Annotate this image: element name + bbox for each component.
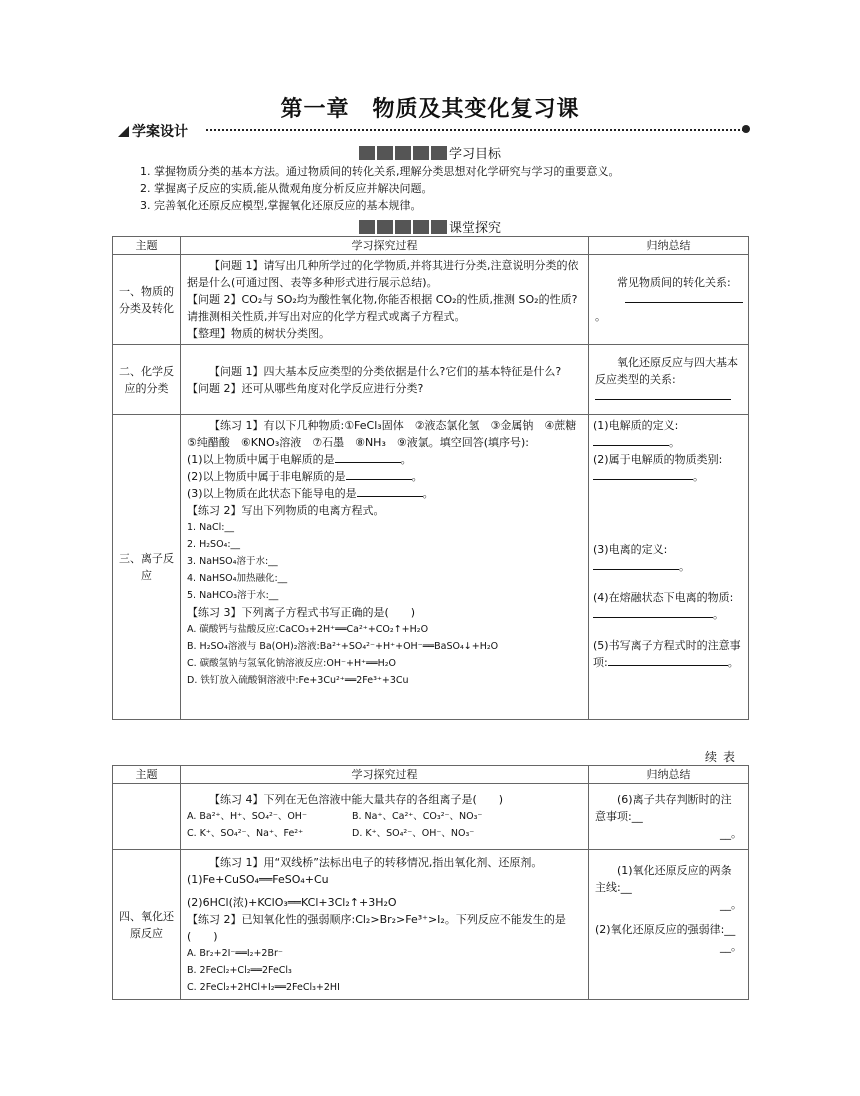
answer-blank[interactable] [346,479,412,480]
table-row [113,255,749,345]
row-topic: 三、离子反应 [113,415,181,720]
table-row [113,850,749,1000]
row-topic [113,784,181,850]
triangle-icon [118,126,129,137]
row-process: 【问题 1】请写出几种所学过的化学物质,并将其进行分类,注意说明分类的依据是什么(可通过图、表等多种形式进行展示总结)。 【问题 2】CO₂与 SO₂均为酸性氧化物,你能否根据 CO₂的性质,推测 SO₂的性质?请推测相关性质,并写出对应的化学方程式或离子方程式。 【整理】物质的树状分类图。 [181,255,589,345]
row-summary: (1)氧化还原反应的两条主线:__ __。 (2)氧化还原反应的强弱律:__ __。 [589,850,749,1000]
answer-blank[interactable] [595,399,731,400]
row-process: 【问题 1】四大基本反应类型的分类依据是什么?它们的基本特征是什么? 【问题 2】还可从哪些角度对化学反应进行分类? [181,345,589,415]
header-summary: 归纳总结 [589,237,749,255]
dotted-divider [206,129,744,131]
row-process: 【练习 1】有以下几种物质:①FeCl₃固体 ②液态氯化氢 ③金属钠 ④蔗糖 ⑤纯醋酸 ⑥KNO₃溶液 ⑦石墨 ⑧NH₃ ⑨液氯。填空回答(填序号): (1)以上物质中属于电解质的是 。 (2)以上物质中属于非电解质的是 。 (3)以上物质在此状态下能导电的是 。 【练习 2】写出下列物质的电离方程式。 1. NaCl:__ 2. H₂SO₄:__ 3. NaHSO₄溶于水:__ 4. NaHSO₄加热融化:__ 5. NaHCO₃溶于水:__ 【练习 3】下列离子方程式书写正确的是( ) A. 碳酸钙与盐酸反应:CaCO₃+2H⁺══Ca²⁺+CO₂↑+H₂O B. H₂SO₄溶液与 Ba(OH)₂溶液:Ba²⁺+SO₄²⁻+H⁺+OH⁻══BaSO₄↓+H₂O C. 碳酸氢钠与氢氧化钠溶液反应:OH⁻+H⁺══H₂O D. 铁钉放入硫酸铜溶液中:Fe+3Cu²⁺══2Fe³⁺+3Cu [181,415,589,720]
row-summary: (1)电解质的定义:。 (2)属于电解质的物质类别:。 (3)电离的定义:。 (4)在熔融状态下电离的物质:。 (5)书写离子方程式时的注意事项: 。 [589,415,749,720]
table-header [113,237,749,255]
header-process: 学习探究过程 [181,237,589,255]
answer-blank[interactable] [335,462,401,463]
row-process: 【练习 1】用“双线桥”法标出电子的转移情况,指出氧化剂、还原剂。 (1)Fe+CuSO₄══FeSO₄+Cu (2)6HCl(浓)+KClO₃══KCl+3Cl₂↑+3H₂O 【练习 2】已知氧化性的强弱顺序:Cl₂>Br₂>Fe³⁺>I₂。下列反应不能发生的是( ) A. Br₂+2I⁻══I₂+2Br⁻ B. 2FeCl₂+Cl₂══2FeCl₃ C. 2FeCl₂+2HCl+I₂══2FeCl₃+2HI [181,850,589,1000]
heading-bar [359,220,447,234]
table-row [113,345,749,415]
table-row [113,784,749,850]
answer-blank[interactable] [357,496,423,497]
banner-label: 学案设计 [132,124,188,140]
row-process: 【练习 4】下列在无色溶液中能大量共存的各组离子是( ) A. Ba²⁺、H⁺、SO₄²⁻、OH⁻ B. Na⁺、Ca²⁺、CO₃²⁻、NO₃⁻ C. K⁺、SO₄²⁻、Na⁺、Fe²⁺ D. K⁺、SO₄²⁻、OH⁻、NO₃⁻ [181,784,589,850]
header-topic: 主题 [113,766,181,784]
goals-list [140,163,760,214]
goal-item: 3. 完善氧化还原反应模型,掌握氧化还原反应的基本规律。 [140,199,422,212]
explore-heading: 课堂探究 [0,217,860,236]
row-topic: 四、氧化还原反应 [113,850,181,1000]
row-topic: 二、化学反应的分类 [113,345,181,415]
section-banner [118,121,750,139]
table-header [113,766,749,784]
row-summary: 氧化还原反应与四大基本反应类型的关系: [589,345,749,415]
dot-icon [742,125,750,133]
answer-blank[interactable] [593,445,669,446]
row-summary: 常见物质间的转化关系: 。 [589,255,749,345]
header-process: 学习探究过程 [181,766,589,784]
page-title: 第一章 物质及其变化复习课 [280,97,580,122]
goal-item: 2. 掌握离子反应的实质,能从微观角度分析反应并解决问题。 [140,182,433,195]
explore-table [112,236,749,720]
answer-blank[interactable] [593,569,679,570]
answer-blank[interactable] [593,479,693,480]
goals-heading: 学习目标 [0,143,860,162]
header-summary: 归纳总结 [589,766,749,784]
answer-blank[interactable] [608,665,728,666]
answer-blank[interactable] [593,617,713,618]
heading-bar [359,146,447,160]
goal-item: 1. 掌握物质分类的基本方法。通过物质间的转化关系,理解分类思想对化学研究与学习的重要意义。 [140,165,620,178]
continued-table [112,765,749,1000]
header-topic: 主题 [113,237,181,255]
answer-blank[interactable] [625,302,743,303]
table-row [113,415,749,720]
row-summary: (6)离子共存判断时的注意事项:__ __。 [589,784,749,850]
continued-label: 续表 [705,750,742,764]
row-topic: 一、物质的分类及转化 [113,255,181,345]
